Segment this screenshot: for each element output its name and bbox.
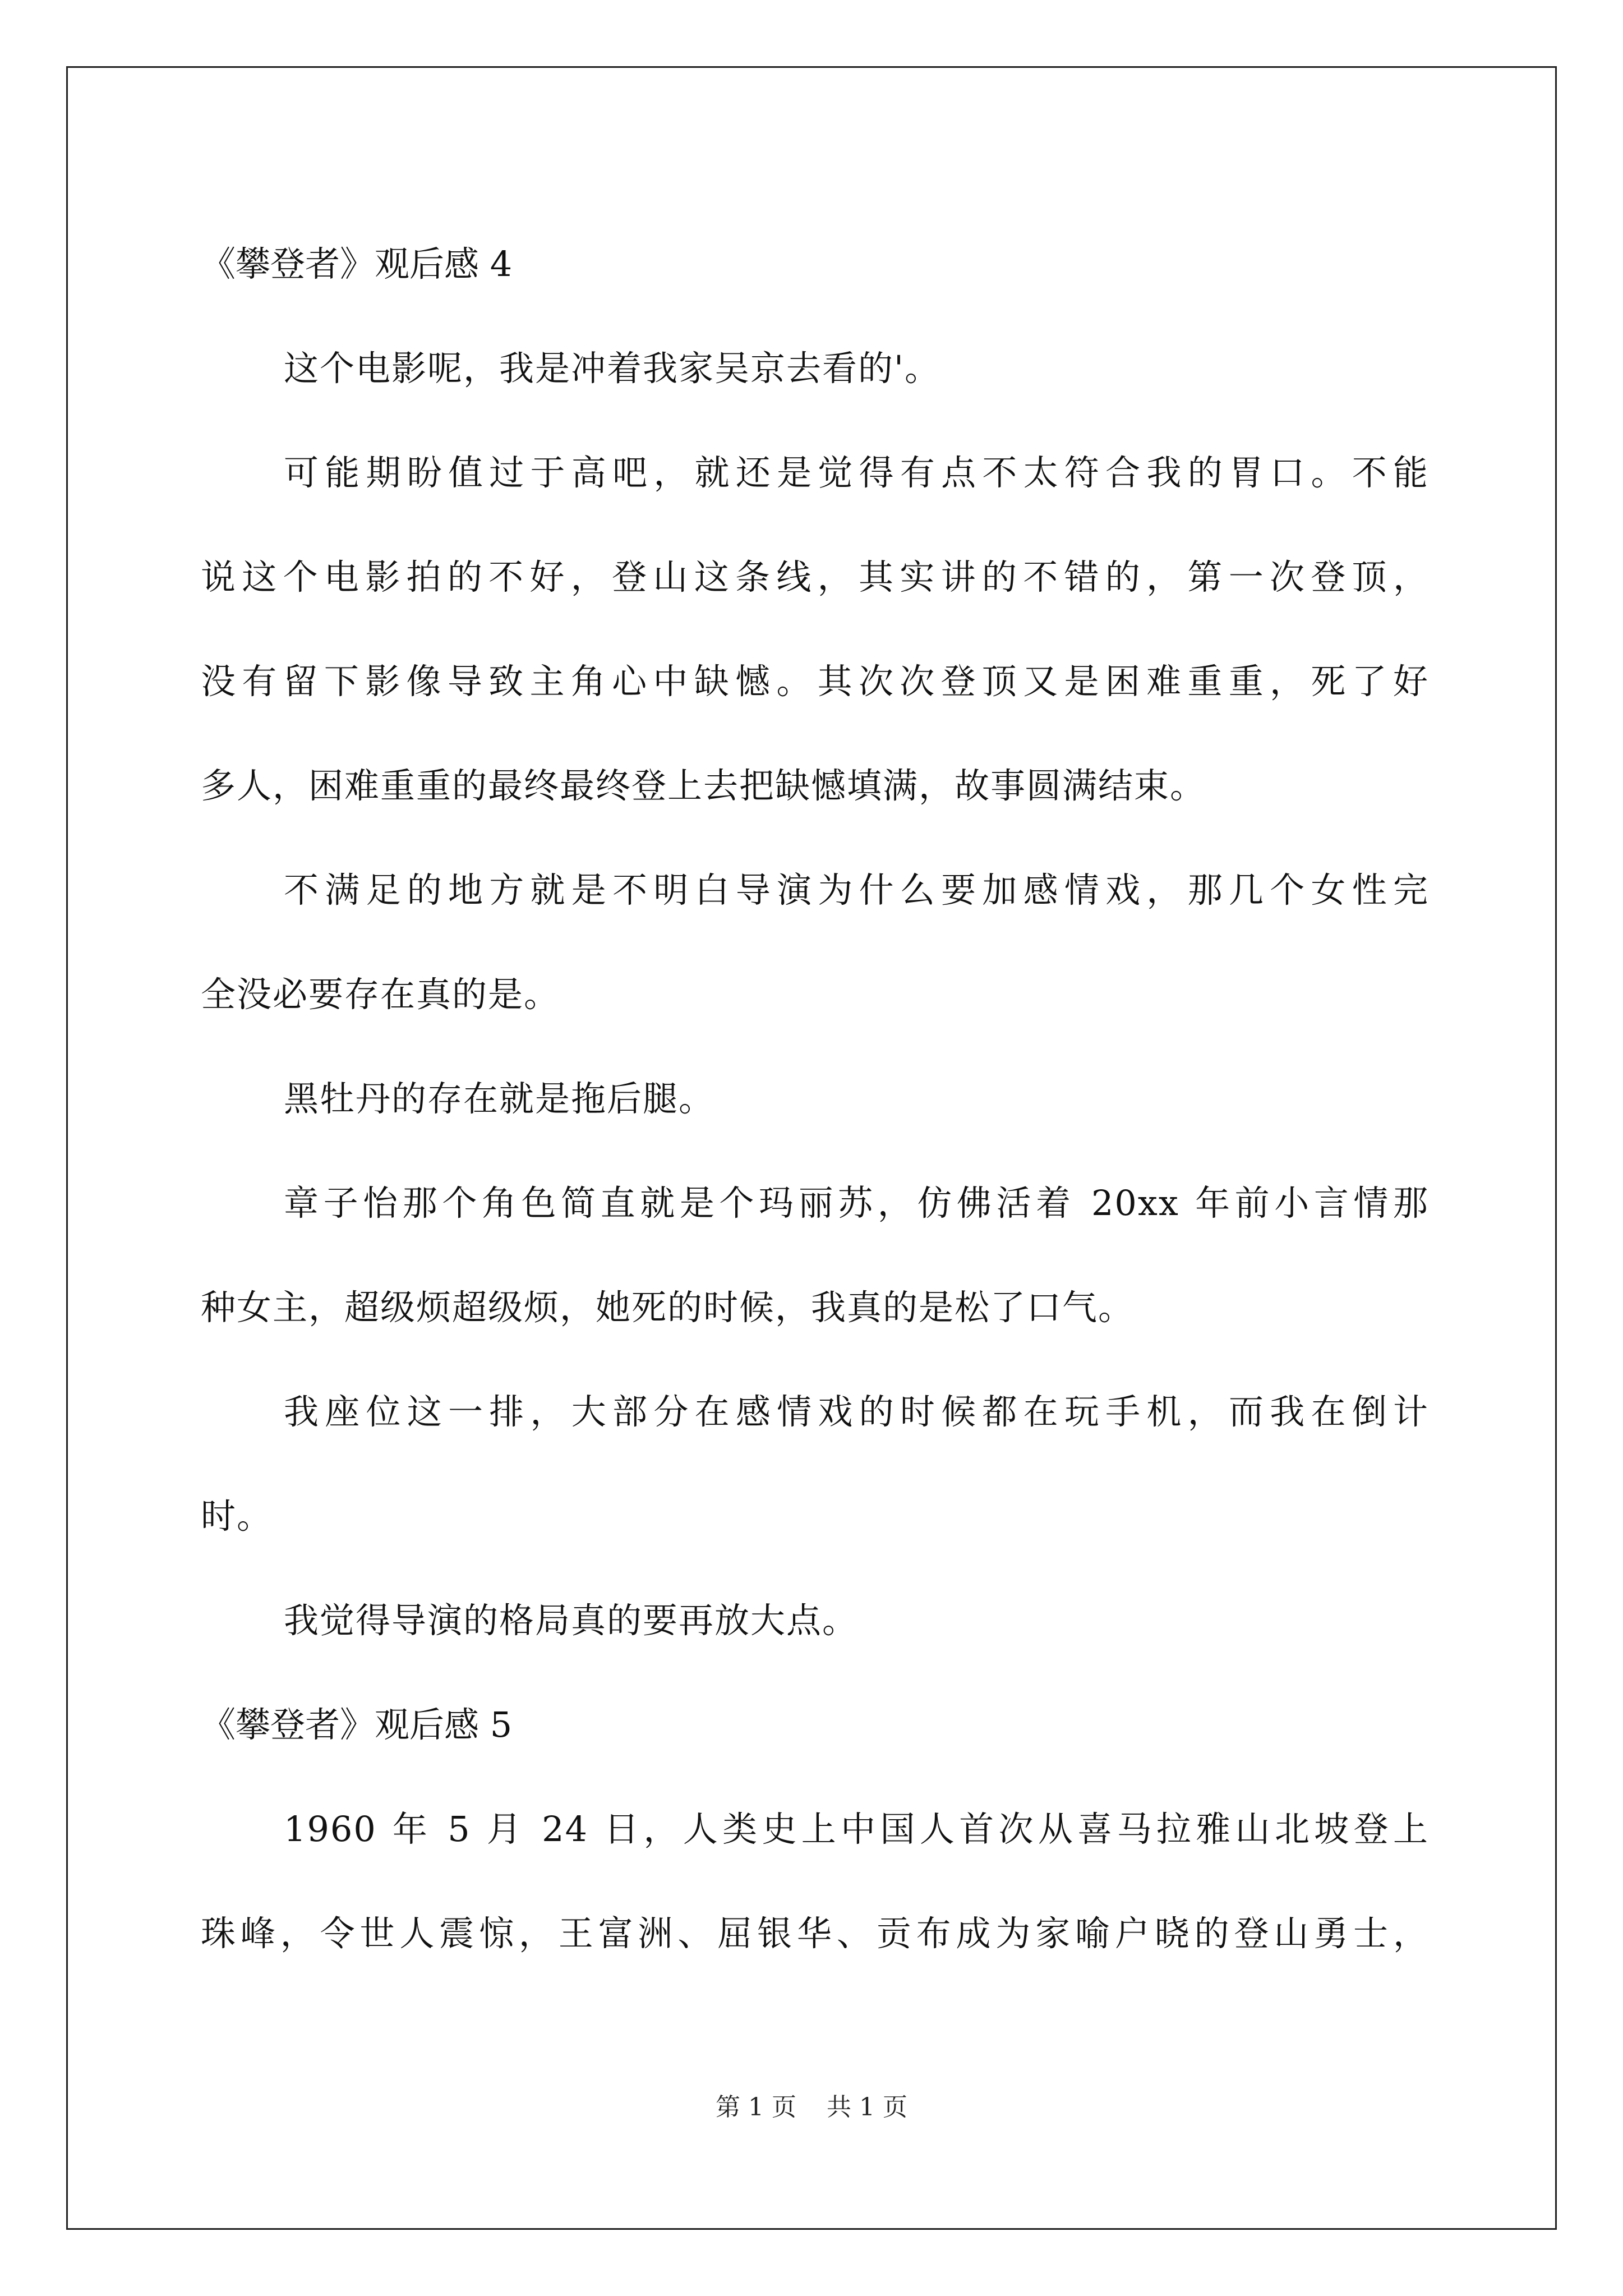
paragraph-line: 时。 xyxy=(201,1496,273,1536)
paragraph-line: 不满足的地方就是不明白导演为什么要加感情戏，那几个女性完 xyxy=(284,869,1429,910)
essay-title-5: 《攀登者》观后感 5 xyxy=(201,1704,513,1745)
paragraph-line: 可能期盼值过于高吧，就还是觉得有点不太符合我的胃口。不能 xyxy=(284,452,1429,493)
paragraph-line: 这个电影呢，我是冲着我家吴京去看的'。 xyxy=(284,348,941,389)
page-total: 共 1 页 xyxy=(827,2093,907,2122)
document-body xyxy=(201,212,1429,1986)
paragraph-line: 珠峰，令世人震惊，王富洲、屈银华、贡布成为家喻户晓的登山勇士， xyxy=(201,1913,1429,1954)
page-footer xyxy=(0,2087,1623,2123)
paragraph-line: 没有留下影像导致主角心中缺憾。其次次登顶又是困难重重，死了好 xyxy=(201,661,1429,702)
paragraph-line: 全没必要存在真的是。 xyxy=(201,974,560,1015)
paragraph-line: 黑牡丹的存在就是拖后腿。 xyxy=(284,1078,715,1119)
paragraph-line: 多人，困难重重的最终最终登上去把缺憾填满，故事圆满结束。 xyxy=(201,765,1206,806)
paragraph-line: 我座位这一排，大部分在感情戏的时候都在玩手机，而我在倒计 xyxy=(284,1391,1429,1432)
essay-title-4: 《攀登者》观后感 4 xyxy=(201,243,513,284)
paragraph-line: 章子怡那个角色简直就是个玛丽苏，仿佛活着 20xx 年前小言情那 xyxy=(284,1182,1429,1223)
paragraph-line: 种女主，超级烦超级烦，她死的时候，我真的是松了口气。 xyxy=(201,1287,1135,1328)
paragraph-line: 我觉得导演的格局真的要再放大点。 xyxy=(284,1600,859,1641)
paragraph-line: 说这个电影拍的不好，登山这条线，其实讲的不错的，第一次登顶， xyxy=(201,556,1429,597)
page-number: 第 1 页 xyxy=(716,2093,796,2122)
paragraph-line: 1960 年 5 月 24 日，人类史上中国人首次从喜马拉雅山北坡登上 xyxy=(284,1809,1429,1849)
